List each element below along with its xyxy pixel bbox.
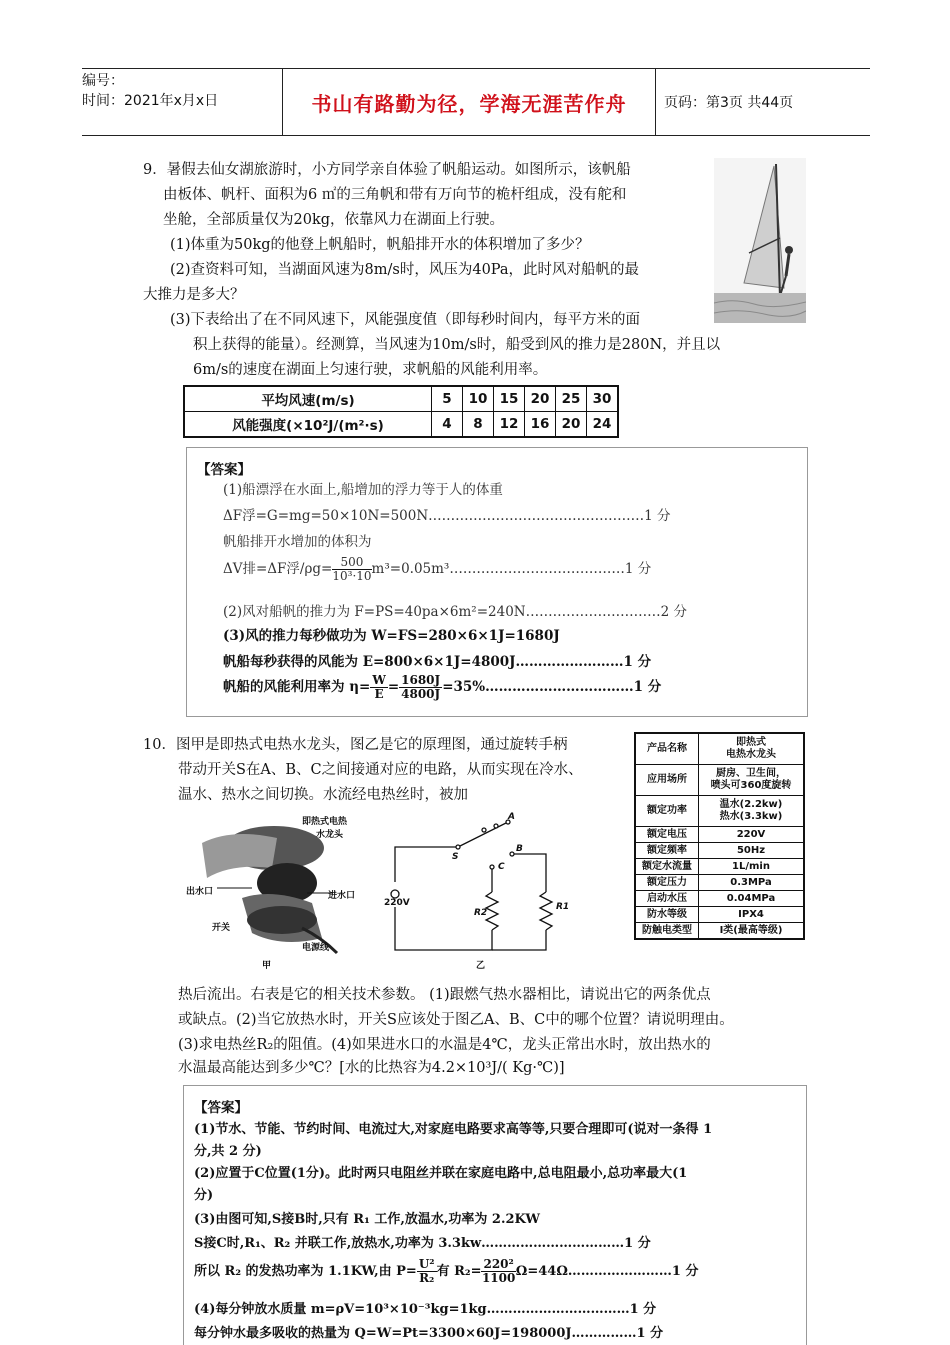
table-row <box>635 765 804 796</box>
q9-line: (2)查资料可知，当湖面风速为8m/s时，风压为40Pa，此时风对船帆的最 <box>170 262 640 278</box>
spec-value: IPX4 <box>699 907 805 923</box>
label-R2: R2 <box>474 908 488 918</box>
page-info: 页码：第3页 共44页 <box>664 95 794 111</box>
spec-key: 产品名称 <box>635 733 699 765</box>
q9-line: (3)下表给出了在不同风速下，风能强度值（即每秒时间内，每平方米的面 <box>170 312 641 328</box>
fraction <box>481 1258 515 1285</box>
q9-answer-box <box>186 447 808 717</box>
label-cord: 电源线 <box>302 943 330 953</box>
answer-line: (2)风对船帆的推力为 F=PS=40pa×6m²=240N…………………………2 分 <box>223 604 687 620</box>
table-header-cell: 风能强度(×10²J/(m²·s) <box>184 412 432 438</box>
q9-line: 由板体、帆杆、面积为6 ㎡的三角帆和带有万向节的桅杆组成，没有舵和 <box>163 187 627 203</box>
answer-line: 分) <box>194 1188 214 1203</box>
spec-value: 温水(2.2kw) 热水(3.3kw) <box>699 796 805 827</box>
spec-key: 防水等级 <box>635 907 699 923</box>
windsurf-photo <box>714 158 806 323</box>
label-voltage: 220V <box>384 898 410 908</box>
label-outlet: 出水口 <box>186 887 214 897</box>
q9-line: 大推力是多大？ <box>143 287 245 303</box>
faucet-figure <box>182 808 372 973</box>
answer-line <box>223 556 651 583</box>
answer-line: ΔF浮=G=mg=50×10N=500N…………………………………………1 分 <box>223 508 671 524</box>
numerator: 220² <box>483 1257 514 1271</box>
q9-line: 9．暑假去仙女湖旅游时，小方同学亲自体验了帆船运动。如图所示，该帆船 <box>143 162 631 178</box>
q10-line: 带动开关S在A、B、C之间接通对应的电路，从而实现在冷水、 <box>178 762 583 778</box>
table-cell: 16 <box>525 412 556 438</box>
formula-text: ΔV排=ΔF浮/ρg= <box>223 561 333 577</box>
answer-line: (1)船漂浮在水面上,船增加的浮力等于人的体重 <box>223 482 503 498</box>
spec-value: 1L/min <box>699 859 805 875</box>
spec-value: 即热式 电热水龙头 <box>699 733 805 765</box>
formula-text: = <box>387 679 400 695</box>
answer-line: 帆船排开水增加的体积为 <box>223 534 372 550</box>
table-cell: 15 <box>494 386 525 412</box>
table-row <box>635 891 804 907</box>
table-cell: 25 <box>556 386 587 412</box>
wind-energy-table <box>183 385 619 438</box>
answer-line: (4)每分钟放水质量 m=ρV=10³×10⁻³kg=1kg……………………………1 分 <box>194 1302 657 1317</box>
table-cell: 8 <box>463 412 494 438</box>
q10-line: 10．图甲是即热式电热水龙头，图乙是它的原理图，通过旋转手柄 <box>143 737 568 753</box>
label-jia: 甲 <box>262 961 272 971</box>
label-S: S <box>452 852 459 862</box>
q10-answer-box <box>183 1085 807 1345</box>
table-cell: 20 <box>556 412 587 438</box>
table-cell: 12 <box>494 412 525 438</box>
doc-number-label: 编号： <box>82 73 124 89</box>
spec-key: 应用场所 <box>635 765 699 796</box>
circuit-diagram <box>380 812 580 972</box>
doc-time-label: 时间：2021年x月x日 <box>82 93 219 109</box>
spec-table <box>634 732 805 940</box>
table-row <box>635 733 804 765</box>
numerator: U² <box>418 1257 435 1271</box>
label-C: C <box>498 862 505 872</box>
spec-value: 50Hz <box>699 843 805 859</box>
q10-line: 温水、热水之间切换。水流经电热丝时，被加 <box>178 787 468 803</box>
spec-key: 额定频率 <box>635 843 699 859</box>
answer-line: S接C时,R₁、R₂ 并联工作,放热水,功率为 3.3kw……………………………1 分 <box>194 1236 651 1251</box>
label-R1: R1 <box>556 902 570 912</box>
answer-line: (3)风的推力每秒做功为 W=FS=280×6×1J=1680J <box>223 628 560 644</box>
denominator: E <box>374 687 384 701</box>
answer-title: 【答案】 <box>197 462 251 478</box>
header-motto: 书山有路勤为径，学海无涯苦作舟 <box>282 69 656 135</box>
label-yi: 乙 <box>476 961 486 971</box>
q9-line: 坐舱，全部质量仅为20kg，依靠风力在湖面上行驶。 <box>163 212 505 228</box>
spec-value: I类(最高等级) <box>699 923 805 940</box>
formula-text: =35%……………………………1 分 <box>442 679 662 695</box>
fraction <box>399 674 442 701</box>
table-cell: 24 <box>587 412 619 438</box>
label-A: A <box>508 812 515 822</box>
answer-line <box>194 1258 699 1285</box>
q10-line: 热后流出。右表是它的相关技术参数。 (1)跟燃气热水器相比，请说出它的两条优点 <box>178 987 711 1003</box>
fraction <box>332 556 371 583</box>
table-cell: 10 <box>463 386 494 412</box>
header-meta <box>82 71 282 133</box>
denominator: 1100 <box>481 1271 516 1285</box>
windsurf-illustration <box>714 158 806 323</box>
table-header-cell: 平均风速(m/s) <box>184 386 432 412</box>
spec-value: 220V <box>699 827 805 843</box>
formula-text: 帆船的风能利用率为 η= <box>223 679 371 695</box>
table-row <box>635 907 804 923</box>
spec-value: 0.3MPa <box>699 875 805 891</box>
q10-line: (3)求电热丝R₂的阻值。(4)如果进水口的水温是4℃，龙头正常出水时，放出热水的 <box>178 1037 711 1053</box>
label-B: B <box>516 844 523 854</box>
label-inlet: 进水口 <box>328 891 356 901</box>
table-row <box>635 843 804 859</box>
label-faucet-2: 水龙头 <box>316 830 344 840</box>
answer-line: (2)应置于C位置(1分)。此时两只电阻丝并联在家庭电路中,总电阻最小,总功率最大(1 <box>194 1166 688 1181</box>
answer-line: 每分钟水最多吸收的热量为 Q=W=Pt=3300×60J=198000J……………1 分 <box>194 1326 664 1341</box>
table-cell: 5 <box>432 386 463 412</box>
spec-value: 厨房、卫生间， 喷头可360度旋转 <box>699 765 805 796</box>
answer-line: 帆船每秒获得的风能为 E=800×6×1J=4800J……………………1 分 <box>223 654 652 670</box>
table-cell: 4 <box>432 412 463 438</box>
table-row <box>184 386 618 412</box>
q10-line: 水温最高能达到多少℃？[水的比热容为4.2×10³J/( Kg·℃)] <box>178 1060 565 1076</box>
circuit-figure <box>380 812 580 972</box>
table-cell: 30 <box>587 386 619 412</box>
table-row <box>635 796 804 827</box>
spec-key: 防触电类型 <box>635 923 699 940</box>
q10-line: 或缺点。(2)当它放热水时，开关S应该处于图乙A、B、C中的哪个位置？请说明理由。 <box>178 1012 734 1028</box>
q9-line: 6m/s的速度在湖面上匀速行驶，求帆船的风能利用率。 <box>193 362 548 378</box>
table-row <box>635 923 804 940</box>
table-row <box>635 859 804 875</box>
formula-text: m³=0.05m³…………………………………1 分 <box>371 561 652 577</box>
formula-text: 有 R₂= <box>436 1264 482 1279</box>
fraction <box>370 674 387 701</box>
formula-text: Ω=44Ω……………………1 分 <box>515 1264 699 1279</box>
table-row <box>635 827 804 843</box>
page-header <box>82 68 870 136</box>
answer-line <box>223 674 661 701</box>
spec-key: 额定压力 <box>635 875 699 891</box>
label-faucet: 即热式电热 <box>302 817 348 827</box>
q9-line: (1)体重为50kg的他登上帆船时，帆船排开水的体积增加了多少？ <box>170 237 590 253</box>
fraction <box>417 1258 437 1285</box>
answer-line: (3)由图可知,S接B时,只有 R₁ 工作,放温水,功率为 2.2KW <box>194 1212 540 1227</box>
numerator: 1680J <box>401 673 441 687</box>
answer-line: 分,共 2 分) <box>194 1144 262 1159</box>
q9-line: 积上获得的能量）。经测算，当风速为10m/s时，船受到风的推力是280N，并且以 <box>193 337 721 353</box>
spec-key: 额定电压 <box>635 827 699 843</box>
spec-value: 0.04MPa <box>699 891 805 907</box>
numerator: 500 <box>332 556 371 570</box>
denominator: R₂ <box>419 1271 435 1285</box>
table-row <box>635 875 804 891</box>
formula-text: 所以 R₂ 的发热功率为 1.1KW,由 P= <box>194 1264 417 1279</box>
spec-key: 额定水流量 <box>635 859 699 875</box>
spec-key: 启动水压 <box>635 891 699 907</box>
spec-key: 额定功率 <box>635 796 699 827</box>
denominator: 10³·10 <box>332 569 372 583</box>
answer-line: (1)节水、节能、节约时间、电流过大,对家庭电路要求高等等,只要合理即可(说对一条得 1 <box>194 1122 713 1137</box>
label-switch: 开关 <box>212 923 231 933</box>
table-cell: 20 <box>525 386 556 412</box>
table-row <box>184 412 618 438</box>
answer-title: 【答案】 <box>194 1100 248 1116</box>
numerator: W <box>372 673 386 687</box>
denominator: 4800J <box>401 687 441 701</box>
